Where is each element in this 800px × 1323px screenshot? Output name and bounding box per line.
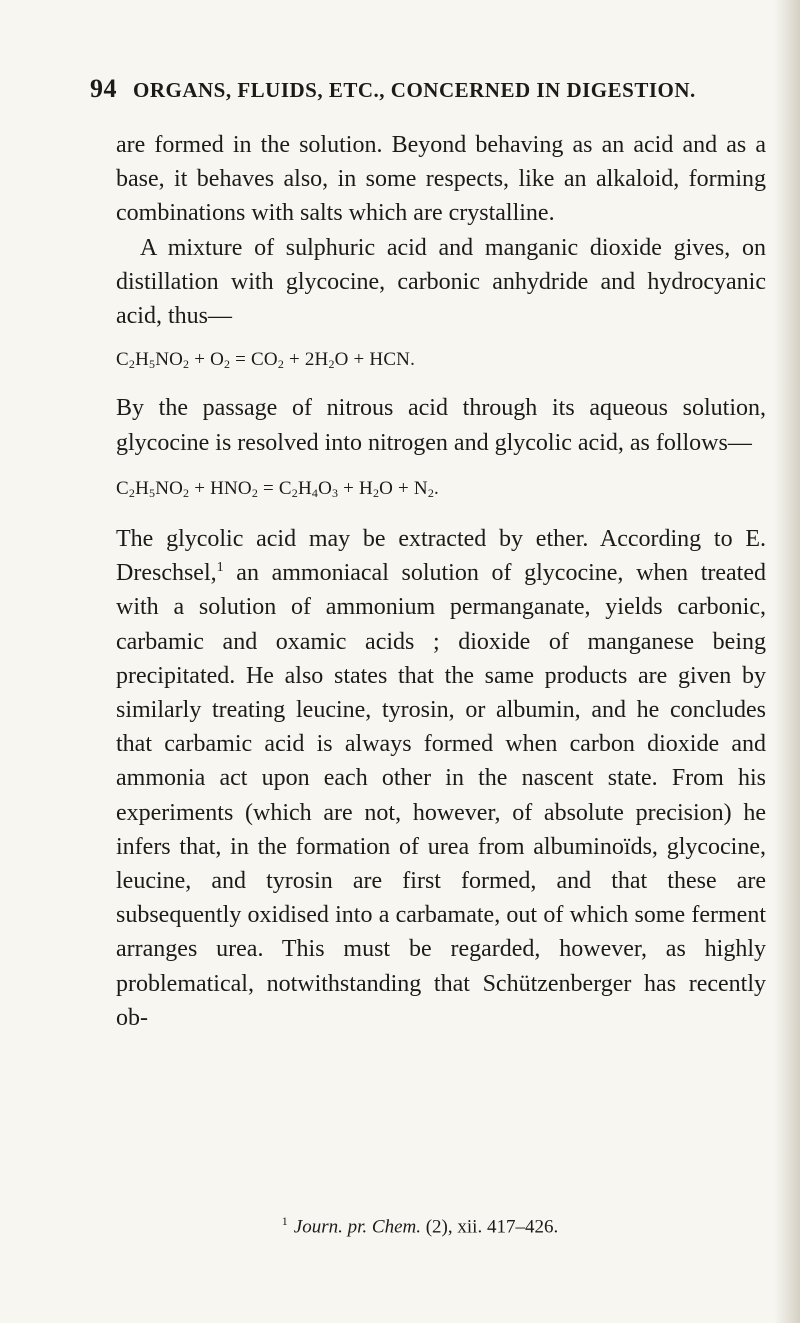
equation-2: $C_2H_5NO_2 + HNO_2 = C_2H_4O_3 + H_2O + N_2$. [116,477,439,500]
running-head [90,74,730,104]
page-edge-shadow [774,0,800,1323]
footnote [0,1214,800,1238]
footnote-citation: (2), xii. 417–426. [420,1216,559,1238]
body-text [116,128,766,1035]
paragraph-4: The glycolic acid may be extracted by ether. According to E. Dreschsel,$^1$ an ammoniacal solution of glycocine, when treated with a solution of ammonium permanganate, yields carbonic, carbamic and oxamic acids ; dioxide of manganese being precipitated. He also states that the same products are given by similarly treating leucine, tyrosin, or albumin, and he concludes that carbamic acid is always formed when carbon dioxide and ammonia act upon each other in the nascent state. From his experiments (which are not, however, of absolute precision) he infers that, in the formation of urea from albuminoïds, glycocine, leucine, and tyrosin are first formed, and that these are subsequently oxidised into a carbamate, out of which some ferment arranges urea. This must be regarded, however, as highly problematical, notwithstanding that Schützenberger has recently ob- [116,526,766,1031]
equation-1: $C_2H_5NO_2 + O_2 = CO_2 + 2H_2O$ + HCN. [116,349,416,372]
paragraph-3: By the passage of nitrous acid through its aqueous solution, glycocine is resolved into nitrogen and glycolic acid, as follows— [116,395,766,456]
footnote-marker: 1 [281,1214,288,1228]
footnote-reference[interactable]: 1 [216,560,224,576]
footnote-journal: Journ. pr. Chem. [293,1216,421,1238]
paragraph-1: are formed in the solution. Beyond behaving as an acid and as a base, it behaves also, in some respects, like an alkaloid, forming combinations with salts which are crystalline. [116,132,766,227]
paragraph-2: A mixture of sulphuric acid and manganic dioxide gives, on distillation with glycocine, carbonic anhydride and hydrocyanic acid, thus— [116,234,766,330]
page-number: 94 [90,74,117,103]
running-title: ORGANS, FLUIDS, ETC., CONCERNED IN DIGESTION. [133,78,696,102]
